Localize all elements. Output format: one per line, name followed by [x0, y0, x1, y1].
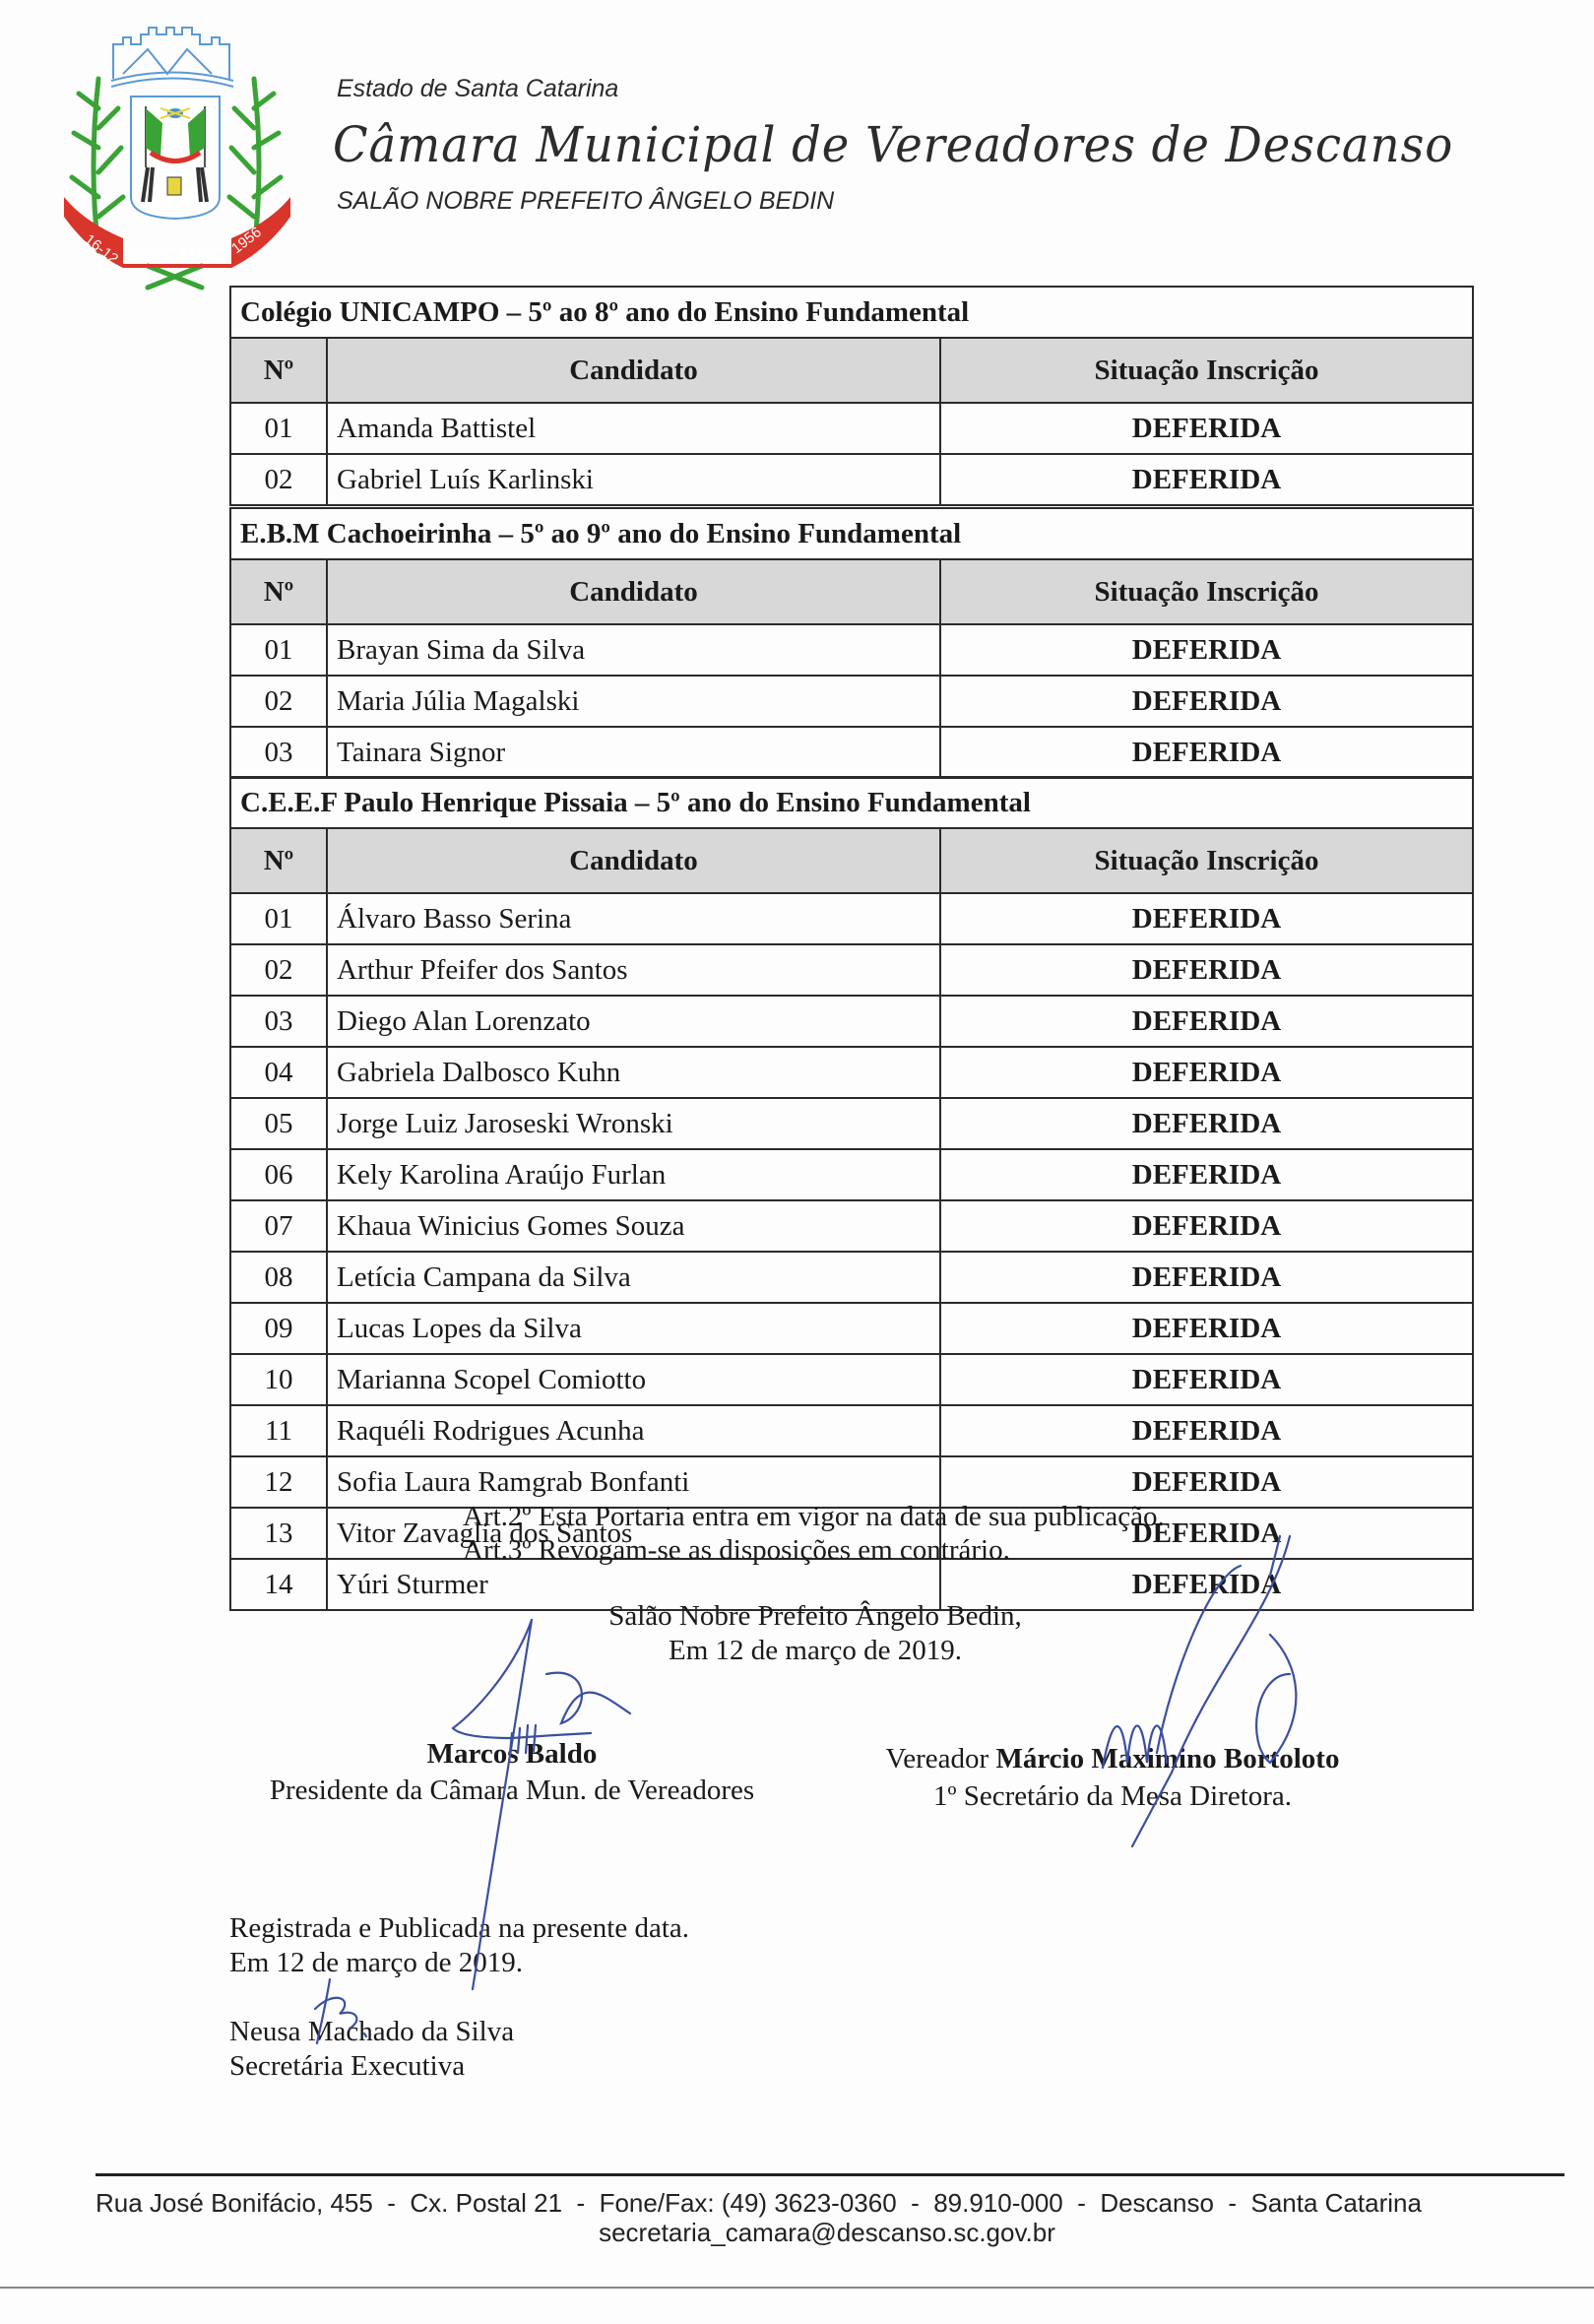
- row-number: 02: [230, 944, 327, 996]
- ribbon-center-text: DESCANSO: [127, 245, 227, 265]
- table-row: [230, 1303, 1473, 1354]
- candidate-name: Álvaro Basso Serina: [327, 893, 940, 944]
- candidate-name: Sofia Laura Ramgrab Bonfanti: [327, 1456, 940, 1508]
- row-number: 03: [230, 996, 327, 1047]
- column-header-status: Situação Inscrição: [940, 828, 1473, 893]
- status-badge: DEFERIDA: [940, 1456, 1473, 1508]
- table-row: [230, 1354, 1473, 1405]
- table-row: [230, 1098, 1473, 1149]
- footer-email[interactable]: secretaria_camara@descanso.sc.gov.br: [599, 2218, 1055, 2247]
- row-number: 04: [230, 1047, 327, 1098]
- row-number: 13: [230, 1508, 327, 1559]
- table-row: [230, 1405, 1473, 1456]
- status-badge: DEFERIDA: [940, 1559, 1473, 1610]
- candidate-name: Letícia Campana da Silva: [327, 1252, 940, 1303]
- status-badge: DEFERIDA: [940, 1047, 1473, 1098]
- candidate-name: Tainara Signor: [327, 727, 940, 778]
- status-badge: DEFERIDA: [940, 1303, 1473, 1354]
- table-row: [230, 624, 1473, 676]
- footer-address: Rua José Bonifácio, 455 - Cx. Postal 21 - Fone/Fax: (49) 3623-0360 - 89.910-000 - Descanso - Santa Catarina: [96, 2188, 1422, 2218]
- column-header-number: Nº: [230, 828, 327, 893]
- candidate-name: Maria Júlia Magalski: [327, 676, 940, 727]
- candidate-name: Gabriel Luís Karlinski: [327, 454, 940, 505]
- footer-divider: [96, 2173, 1564, 2176]
- school-table-cachoeirinha: [229, 507, 1474, 779]
- candidate-name: Arthur Pfeifer dos Santos: [327, 944, 940, 996]
- status-badge: DEFERIDA: [940, 1098, 1473, 1149]
- ribbon-right-text: 1956: [227, 224, 265, 258]
- table-row: [230, 1252, 1473, 1303]
- municipal-coat-of-arms-logo: [54, 10, 300, 290]
- column-header-number: Nº: [230, 559, 327, 624]
- signatory-right-name: Márcio Maximino Bortoloto: [995, 1743, 1340, 1775]
- candidate-name: Gabriela Dalbosco Kuhn: [327, 1047, 940, 1098]
- column-header-status: Situação Inscrição: [940, 559, 1473, 624]
- ribbon-left-text: 16-12: [81, 230, 122, 268]
- row-number: 02: [230, 676, 327, 727]
- row-number: 14: [230, 1559, 327, 1610]
- article-2: Art.2º Esta Portaria entra em vigor na data de sua publicação.: [463, 1501, 1165, 1532]
- candidate-name: Lucas Lopes da Silva: [327, 1303, 940, 1354]
- table-row: [230, 1149, 1473, 1200]
- candidate-name: Diego Alan Lorenzato: [327, 996, 940, 1047]
- signatory-right-role: 1º Secretário da Mesa Diretora.: [932, 1780, 1293, 1812]
- hall-name: SALÃO NOBRE PREFEITO ÂNGELO BEDIN: [337, 187, 835, 215]
- status-badge: DEFERIDA: [940, 1508, 1473, 1559]
- status-badge: DEFERIDA: [940, 944, 1473, 996]
- article-3: Art.3º Revogam-se as disposições em contrário.: [463, 1534, 1010, 1566]
- status-badge: DEFERIDA: [940, 676, 1473, 727]
- secretary-name: Neusa Machado da Silva: [229, 2016, 515, 2047]
- row-number: 11: [230, 1405, 327, 1456]
- row-number: 06: [230, 1149, 327, 1200]
- signatory-right-prefix: Vereador: [885, 1743, 996, 1775]
- status-badge: DEFERIDA: [940, 1252, 1473, 1303]
- secretary-role: Secretária Executiva: [229, 2050, 466, 2082]
- column-header-status: Situação Inscrição: [940, 338, 1473, 403]
- registration-line: Registrada e Publicada na presente data.: [229, 1912, 690, 1944]
- column-header-candidate: Candidato: [327, 559, 940, 624]
- status-badge: DEFERIDA: [940, 893, 1473, 944]
- status-badge: DEFERIDA: [940, 454, 1473, 505]
- school-title: Colégio UNICAMPO – 5º ao 8º ano do Ensino Fundamental: [230, 287, 1473, 338]
- row-number: 01: [230, 624, 327, 676]
- row-number: 02: [230, 454, 327, 505]
- candidate-name: Marianna Scopel Comiotto: [327, 1354, 940, 1405]
- status-badge: DEFERIDA: [940, 727, 1473, 778]
- school-table-unicampo: [229, 286, 1474, 506]
- table-row: [230, 676, 1473, 727]
- row-number: 08: [230, 1252, 327, 1303]
- signatory-right-name-line: [886, 1743, 1340, 1775]
- school-title: E.B.M Cachoeirinha – 5º ao 9º ano do Ensino Fundamental: [230, 508, 1473, 559]
- state-name: Estado de Santa Catarina: [337, 75, 619, 102]
- status-badge: DEFERIDA: [940, 403, 1473, 454]
- candidate-name: Khaua Winicius Gomes Souza: [327, 1200, 940, 1252]
- table-row: [230, 996, 1473, 1047]
- row-number: 01: [230, 893, 327, 944]
- status-badge: DEFERIDA: [940, 1200, 1473, 1252]
- page-bottom-edge: [0, 2287, 1594, 2289]
- table-row: [230, 403, 1473, 454]
- row-number: 07: [230, 1200, 327, 1252]
- column-header-candidate: Candidato: [327, 828, 940, 893]
- row-number: 12: [230, 1456, 327, 1508]
- status-badge: DEFERIDA: [940, 1354, 1473, 1405]
- table-row: [230, 944, 1473, 996]
- status-badge: DEFERIDA: [940, 1405, 1473, 1456]
- column-header-candidate: Candidato: [327, 338, 940, 403]
- status-badge: DEFERIDA: [940, 624, 1473, 676]
- table-row: [230, 1200, 1473, 1252]
- status-badge: DEFERIDA: [940, 996, 1473, 1047]
- institution-title: Câmara Municipal de Vereadores de Descanso: [333, 116, 1454, 173]
- row-number: 01: [230, 403, 327, 454]
- column-header-number: Nº: [230, 338, 327, 403]
- candidate-name: Raquéli Rodrigues Acunha: [327, 1405, 940, 1456]
- signatory-left-role: Presidente da Câmara Mun. de Vereadores: [269, 1775, 755, 1806]
- table-row: [230, 1047, 1473, 1098]
- school-title: C.E.E.F Paulo Henrique Pissaia – 5º ano do Ensino Fundamental: [230, 777, 1473, 828]
- date-line: Em 12 de março de 2019.: [669, 1635, 962, 1666]
- registration-date: Em 12 de março de 2019.: [229, 1947, 523, 1978]
- row-number: 10: [230, 1354, 327, 1405]
- mural-crown-icon: [111, 28, 233, 87]
- place-line: Salão Nobre Prefeito Ângelo Bedin,: [608, 1600, 1022, 1632]
- candidate-name: Vitor Zavaglia dos Santos: [327, 1508, 940, 1559]
- candidate-name: Kely Karolina Araújo Furlan: [327, 1149, 940, 1200]
- table-row: [230, 893, 1473, 944]
- school-table-pissaia: [229, 776, 1474, 1611]
- row-number: 05: [230, 1098, 327, 1149]
- row-number: 09: [230, 1303, 327, 1354]
- row-number: 03: [230, 727, 327, 778]
- candidate-name: Amanda Battistel: [327, 403, 940, 454]
- candidate-name: Yúri Sturmer: [327, 1559, 940, 1610]
- table-row: [230, 454, 1473, 505]
- status-badge: DEFERIDA: [940, 1149, 1473, 1200]
- table-row: [230, 727, 1473, 778]
- signatory-left-name: Marcos Baldo: [426, 1738, 598, 1770]
- candidate-name: Jorge Luiz Jaroseski Wronski: [327, 1098, 940, 1149]
- candidate-name: Brayan Sima da Silva: [327, 624, 940, 676]
